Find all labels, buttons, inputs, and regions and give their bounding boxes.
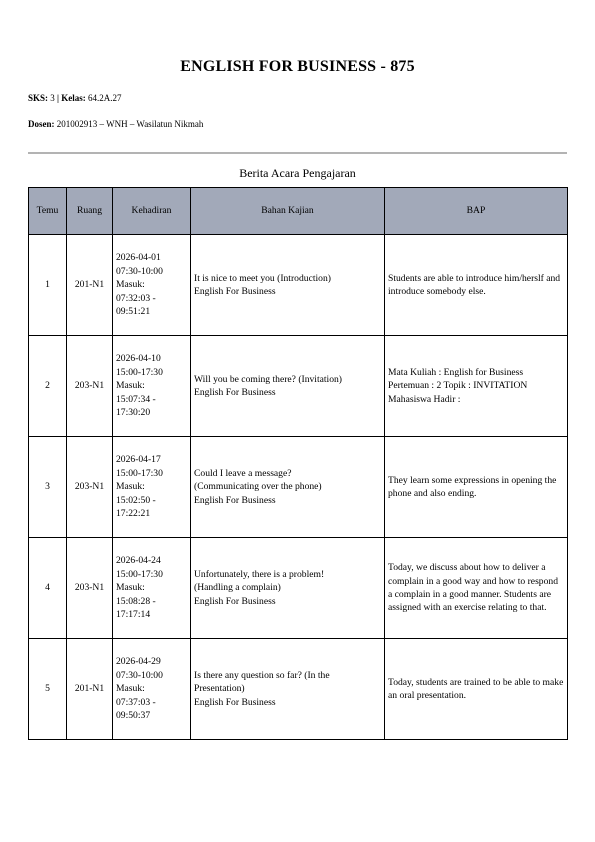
cell-ruang: 203-N1 <box>67 336 113 437</box>
cell-kehadiran: 2026-04-24 15:00-17:30 Masuk: 15:08:28 - 17:17:14 <box>113 538 191 639</box>
cell-bahan-kajian: Could I leave a message? (Communicating over the phone) English For Business <box>191 437 385 538</box>
header-bap: BAP <box>385 188 568 235</box>
cell-kehadiran: 2026-04-01 07:30-10:00 Masuk: 07:32:03 - 09:51:21 <box>113 235 191 336</box>
sks-label: SKS: <box>28 93 49 103</box>
cell-kehadiran: 2026-04-10 15:00-17:30 Masuk: 15:07:34 - 17:30:20 <box>113 336 191 437</box>
cell-temu: 1 <box>29 235 67 336</box>
cell-bahan-kajian: Will you be coming there? (Invitation) English For Business <box>191 336 385 437</box>
cell-bahan-kajian: Is there any question so far? (In the Presentation) English For Business <box>191 639 385 740</box>
header-ruang: Ruang <box>67 188 113 235</box>
table-row <box>29 639 568 740</box>
table-row <box>29 235 568 336</box>
section-title: Berita Acara Pengajaran <box>239 166 356 180</box>
cell-bap: They learn some expressions in opening the phone and also ending. <box>385 437 568 538</box>
cell-temu: 5 <box>29 639 67 740</box>
kelas-label: Kelas: <box>61 93 86 103</box>
course-title: ENGLISH FOR BUSINESS - 875 <box>180 58 415 75</box>
header-kehadiran: Kehadiran <box>113 188 191 235</box>
cell-bap: Today, students are trained to be able to make an oral presentation. <box>385 639 568 740</box>
divider <box>28 152 567 154</box>
cell-ruang: 201-N1 <box>67 235 113 336</box>
header-bahan-kajian: Bahan Kajian <box>191 188 385 235</box>
cell-bahan-kajian: Unfortunately, there is a problem! (Handling a complain) English For Business <box>191 538 385 639</box>
lecturer-meta <box>28 119 203 129</box>
cell-kehadiran: 2026-04-29 07:30-10:00 Masuk: 07:37:03 - 09:50:37 <box>113 639 191 740</box>
cell-ruang: 201-N1 <box>67 639 113 740</box>
cell-bahan-kajian: It is nice to meet you (Introduction) English For Business <box>191 235 385 336</box>
meta-separator: | <box>57 93 59 103</box>
cell-bap: Mata Kuliah : English for Business Pertemuan : 2 Topik : INVITATION Mahasiswa Hadir : <box>385 336 568 437</box>
table-header-row <box>29 188 568 235</box>
cell-bap: Today, we discuss about how to deliver a complain in a good way and how to respond a complain in a good manner. Students are assigned with an exercise relating to that. <box>385 538 568 639</box>
dosen-value: 201002913 – WNH – Wasilatun Nikmah <box>56 119 204 129</box>
cell-temu: 4 <box>29 538 67 639</box>
table-row <box>29 538 568 639</box>
cell-bap: Students are able to introduce him/herslf and introduce somebody else. <box>385 235 568 336</box>
cell-temu: 2 <box>29 336 67 437</box>
cell-temu: 3 <box>29 437 67 538</box>
table-row <box>29 437 568 538</box>
header-temu: Temu <box>29 188 67 235</box>
kelas-value: 64.2A.27 <box>88 93 122 103</box>
cell-ruang: 203-N1 <box>67 538 113 639</box>
teaching-log-table <box>28 187 568 740</box>
cell-ruang: 203-N1 <box>67 437 113 538</box>
table-row <box>29 336 568 437</box>
cell-kehadiran: 2026-04-17 15:00-17:30 Masuk: 15:02:50 - 17:22:21 <box>113 437 191 538</box>
course-meta <box>28 93 122 103</box>
sks-value: 3 <box>50 93 55 103</box>
dosen-label: Dosen: <box>28 119 55 129</box>
